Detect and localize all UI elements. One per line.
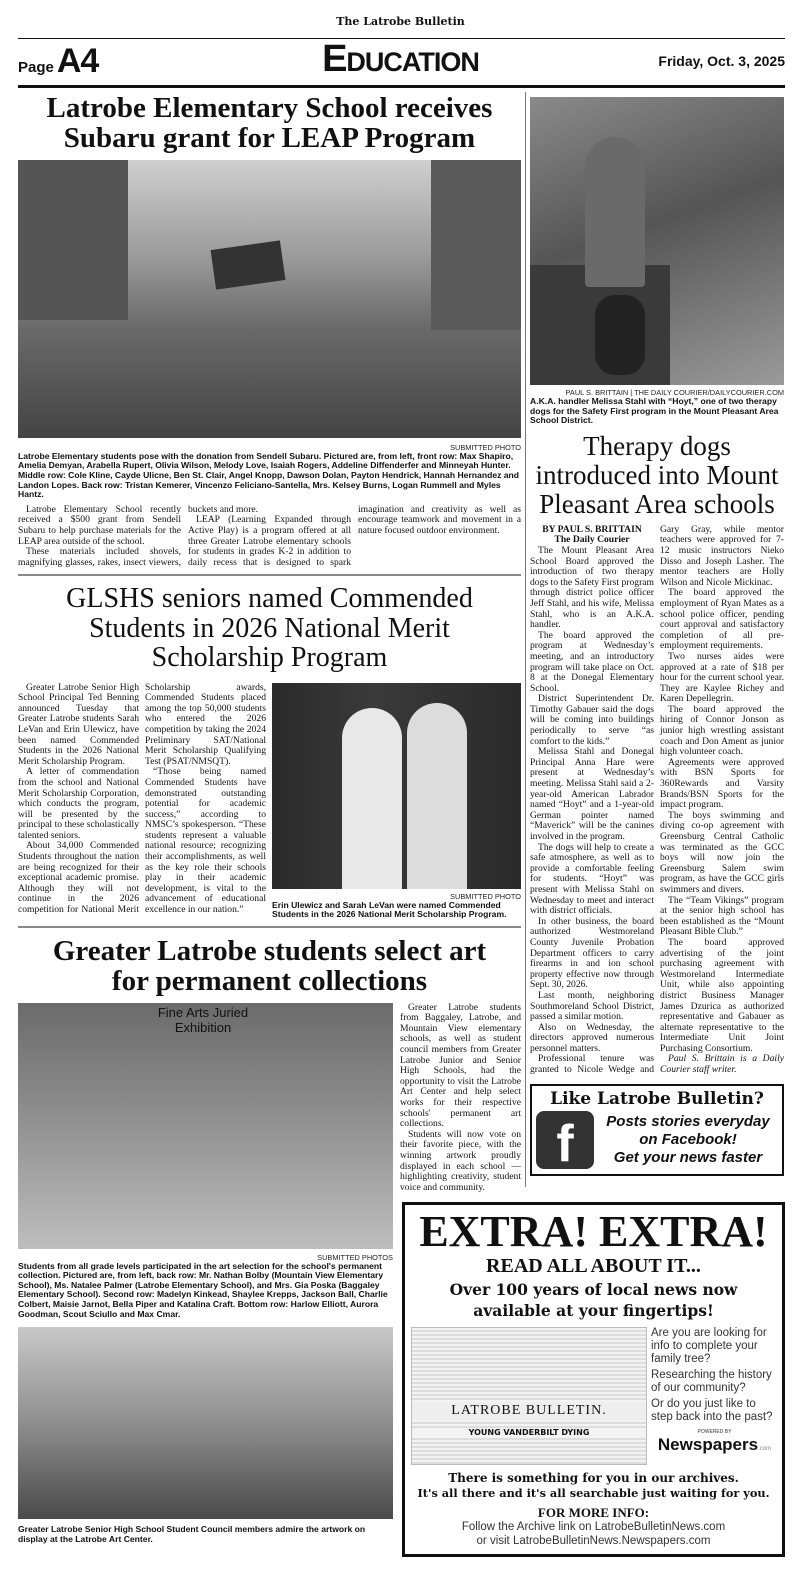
story4-headline: Therapy dogs introduced into Mount Pleasant Area schools — [535, 430, 779, 519]
story3-body — [400, 1003, 521, 1194]
story-divider — [18, 574, 521, 576]
story3-caption: Students from all grade levels participated in the art selection for the school's permanent collection. Pictured are, from left, back row: Mr. Nathan Bolby (Mountain View Elementary School), Ms. Natalee Palmer (Latrobe Elementary School), and Mrs. Gia Poska (Baggaley Elementary School). Second row: Madelyn Kinkead, Shaylee Krepps, Jackson Ball, Charlie Colbert, Maisie Jarnot, Bella Piper and Katalina Craft. Bottom row: Harlow Elliott, Aurora Goodman, Scout Sciullo and Max Cmar. — [18, 1260, 388, 1319]
byline-org: The Daily Courier — [554, 534, 630, 546]
story3-photo — [18, 1003, 393, 1249]
issue-date: Friday, Oct. 3, 2025 — [658, 53, 785, 69]
story3-credit: SUBMITTED PHOTOS — [317, 1252, 393, 1262]
paragraph: The Mount Pleasant Area School Board approved the introduction of two therapy dogs to the Safety First program through district police officer Jeff Stahl, and his wife, Melissa Stahl, who is an A.K.A. handler. — [530, 544, 654, 631]
more-info: FOR MORE INFO: — [537, 1505, 650, 1520]
paragraph: The “Team Vikings” program at the senior high school has been established as the “Mount Pleasant Bible Club.” — [660, 894, 784, 938]
page-number-value: A4 — [56, 42, 99, 80]
story4-credit: PAUL S. BRITTAIN | THE DAILY COURIER/DAILYCOURIER.COM — [565, 388, 784, 397]
archive-ad[interactable] — [402, 1202, 785, 1557]
paragraph: Also on Wednesday, the directors approved numerous personnel matters. — [530, 1021, 654, 1054]
byline: BY PAUL S. BRITTAIN — [542, 523, 642, 535]
column-divider — [525, 92, 526, 1187]
ad-question-2: Researching the history of our community? — [651, 1369, 772, 1394]
paragraph: A letter of commendation from the school and National Merit Scholarship Corporation, which conducts the program, will be presented by the principal to these scholastically talented seniors. — [18, 766, 139, 841]
story1-body — [18, 505, 521, 569]
story3-caption-2: Greater Latrobe Senior High School Student Council members admire the artwork on display at the Latrobe Art Center. — [18, 1524, 366, 1544]
story1-caption: Latrobe Elementary students pose with the donation from Sendell Subaru. Pictured are, from left, front row: Max Shapiro, Amelia Demyan, Arabella Rupert, Olivia Wilson, Melody Love, Isaiah Rogers, Addeline Diffenderfer and Minneyah Hunter. Middle row: Cole Kline, Cayde Ulicne, Ben St. Clair, Angel Knopp, Dawson Dolan, Payton Hendrick, Hannah Hernandez and Landon Lopes. Back row: Tristan Kemerer, Vincenzo Feliciano-Santella, Mrs. Kelsey Burns, Logan Rummell and Myles Hantz. — [18, 450, 520, 500]
story2-caption: Erin Ulewicz and Sarah LeVan were named Commended Students in the 2026 National Merit Scholarship Program. — [272, 899, 507, 920]
paper-name: The Latrobe Bulletin — [336, 15, 465, 28]
ad-question-3: Or do you just like to step back into the past? — [651, 1398, 773, 1423]
story4-body — [530, 525, 784, 1076]
story1-headline: Latrobe Elementary School receives Subaru grant for LEAP Program — [46, 92, 493, 155]
logo-suffix: .com — [758, 1446, 772, 1452]
story-divider — [18, 926, 521, 928]
archives-line1: There is something for you in our archives. — [448, 1471, 739, 1485]
logo-text: Newspapers — [657, 1435, 759, 1454]
story3-headline: Greater Latrobe students select art for permanent collections — [52, 934, 487, 998]
archive-clippings — [411, 1327, 647, 1465]
facebook-ad-title: Like Latrobe Bulletin? — [550, 1088, 764, 1109]
tagline: Paul S. Brittain is a Daily Courier staff writer. — [660, 1053, 784, 1076]
section-title: Education — [322, 38, 479, 80]
clipping-headline: YOUNG VANDERBILT DYING — [412, 1428, 646, 1438]
story2-row — [18, 683, 521, 920]
paragraph: Agreements were approved with BSN Sports for 360Rewards and Varsity Brands/BSN Sports for the impact program. — [660, 756, 784, 811]
paragraph: The boys swimming and diving co-op agreement with Greensburg Central Catholic was terminated as the GCC boys will now join the Greensburg Salem swim program, as have the GCC girls swimmers and divers. — [660, 809, 784, 895]
newspapers-link[interactable]: or visit LatrobeBulletinNews.Newspapers.com — [476, 1535, 711, 1547]
story1-credit: SUBMITTED PHOTO — [450, 442, 521, 452]
story4-caption: A.K.A. handler Melissa Stahl with “Hoyt,” one of two therapy dogs for the Safety First program in the Mount Pleasant Area School District. — [530, 396, 779, 426]
paragraph: The dogs will help to create a safe atmosphere, as well as to provide a comfortable feeling for students. “Hoyt” was present with Melissa Stahl on Wednesday to meet and interact with district officials. — [530, 841, 654, 917]
masthead-thick-rule — [18, 85, 785, 88]
paragraph: Students will now vote on their favorite piece, with the winning artwork proudly displayed in each school — highlighting creativity, student voice and community. — [400, 1128, 521, 1193]
story2-headline: GLSHS seniors named Commended Students in 2026 National Merit Scholarship Program — [66, 583, 473, 674]
page-label: Page — [18, 59, 54, 76]
paragraph: Greater Latrobe students from Baggaley, Latrobe, and Mountain View elementary schools, as well as student council members from Greater Latrobe Junior and Senior High Schools, had the opportunity to visit the Latrobe Art Center and help select works for their respective schools' permanent art collections. — [400, 1001, 521, 1130]
paragraph: The board approved advertising of the joint purchasing agreement with Westmoreland Intermediate Unit, while also appointing district Business Manager James Dzurica as authorized representative and Gabauer as alternate representative to the Intermediate Unit Joint Purchasing Consortium. — [660, 936, 784, 1054]
paragraph: The board approved the hiring of Connor Jonson as junior high wrestling assistant coach and Don Ament as junior high volunteer coach. — [660, 703, 784, 758]
story2-credit: SUBMITTED PHOTO — [450, 891, 521, 901]
paragraph: The board approved the employment of Ryan Mates as a school police officer, pending court approval and satisfactory completion of all pre-employment requirements. — [660, 587, 784, 652]
facebook-ad[interactable] — [530, 1084, 784, 1176]
story2-body — [18, 683, 266, 916]
paragraph: In other business, the board authorized Westmoreland County Juvenile Probation Department officers to carry firearms in and ion school property effective now through Sept. 30, 2026. — [530, 915, 654, 991]
extra-subhead: READ ALL ABOUT IT... — [486, 1255, 701, 1277]
story2-photo — [272, 683, 521, 889]
story2-figure — [272, 683, 521, 920]
paragraph: These materials included shovels, magnifying glasses, rakes, insect viewers, buckets and more. — [18, 503, 259, 568]
paragraph: Professional tenure was granted to Nicole Wedge and Gary Gray, while mentor teachers were approved for 7-12 music instructors Nieko Disso and Joseph Lasher. The mentor teachers are Holly Wilson and Nicole Mickinac. — [530, 523, 784, 1076]
exhibition-sign: Fine Arts Juried Exhibition — [157, 1004, 249, 1035]
ad-question-1: Are you are looking for info to complete your family tree? — [651, 1327, 767, 1365]
facebook-icon: f — [536, 1111, 594, 1169]
paragraph: “Those being named Commended Students have demonstrated outstanding potential for academic success,” according to NMSC’s spokesperson. “These students represent a valuable national resource; recognizing their accomplishments, as well as the key role their schools play in their academic development, is vital to the advancement of educational excellence in our nation.” — [145, 766, 266, 916]
powered-by: POWERED BY — [697, 1429, 732, 1435]
facebook-ad-line1: Posts stories everyday — [606, 1112, 770, 1130]
extra-line1: Over 100 years of local news now — [449, 1280, 738, 1299]
paragraph: Greater Latrobe Senior High School Principal Ted Benning announced Tuesday that Greater Latrobe students Sarah LeVan and Erin Ulewicz, have been named Commended Students in the 2026 National Merit Scholarship Program. — [18, 681, 139, 767]
extra-line2: available at your fingertips! — [473, 1301, 714, 1320]
facebook-ad-line3: Get your news faster — [613, 1148, 763, 1166]
paragraph: About 34,000 Commended Students throughout the nation are being recognized for their exceptional academic promise. Although they will not continue in the 2026 competition for National Merit Scholarship awards, Commended Students placed among the top 50,000 students who entered the 2026 competition by taking the 2024 Preliminary SAT/National Merit Scholarship Qualifying Test (PSAT/NMSQT). — [18, 681, 266, 916]
story1-photo — [18, 160, 521, 438]
paragraph: LEAP (Learning Expanded through Active Play) is a program offered at all three Greater Latrobe elementary schools for students in grades K-2 in addition to daily recess that is designed to spark imagination and creativity as well as encourage teamwork and movement in a nature focused outdoor environment. — [188, 503, 521, 568]
paragraph: District Superintendent Dr. Timothy Gabauer said the dogs will be coming into buildings periodically to serve “as comfort to the kids.” — [530, 693, 654, 747]
page-number — [18, 42, 98, 81]
paragraph: Last month, neighboring Southmoreland School District, passed a similar motion. — [530, 989, 654, 1023]
clipping-title: LATROBE BULLETIN. — [412, 1402, 646, 1420]
story3-figures — [18, 1003, 393, 1545]
archive-link[interactable]: Follow the Archive link on LatrobeBulletinNews.com — [461, 1521, 726, 1533]
facebook-ad-line2: on Facebook! — [639, 1130, 737, 1148]
newspapers-logo — [651, 1429, 778, 1455]
paragraph: Latrobe Elementary School recently received a $500 grant from Sendell Subaru to help purchase materials for the LEAP area outside of the school. — [18, 503, 181, 547]
paragraph: Melissa Stahl and Donegal Principal Anna Hare were present at Wednesday’s meeting. Melissa Stahl said a 2-year-old American Labrador named “Hoyt” and a 1-year-old German pointer named “Maverick” will be the canines involved in the program. — [530, 746, 654, 842]
paragraph: The board approved the program at Wednesday’s meeting, and an introductory program will take place on Oct. 8 at the Donegal Elementary School. — [530, 629, 654, 694]
extra-headline: EXTRA! EXTRA! — [419, 1207, 768, 1256]
right-column — [530, 97, 784, 1176]
story4-photo — [530, 97, 784, 385]
story3-photo-2 — [18, 1327, 393, 1519]
paragraph: Two nurses aides were approved at a rate of $18 per hour for the current school year. They are Kaylee Richey and Karen Depellegrin. — [660, 650, 784, 705]
archives-line2: It's all there and it's all searchable just waiting for you. — [417, 1486, 770, 1500]
